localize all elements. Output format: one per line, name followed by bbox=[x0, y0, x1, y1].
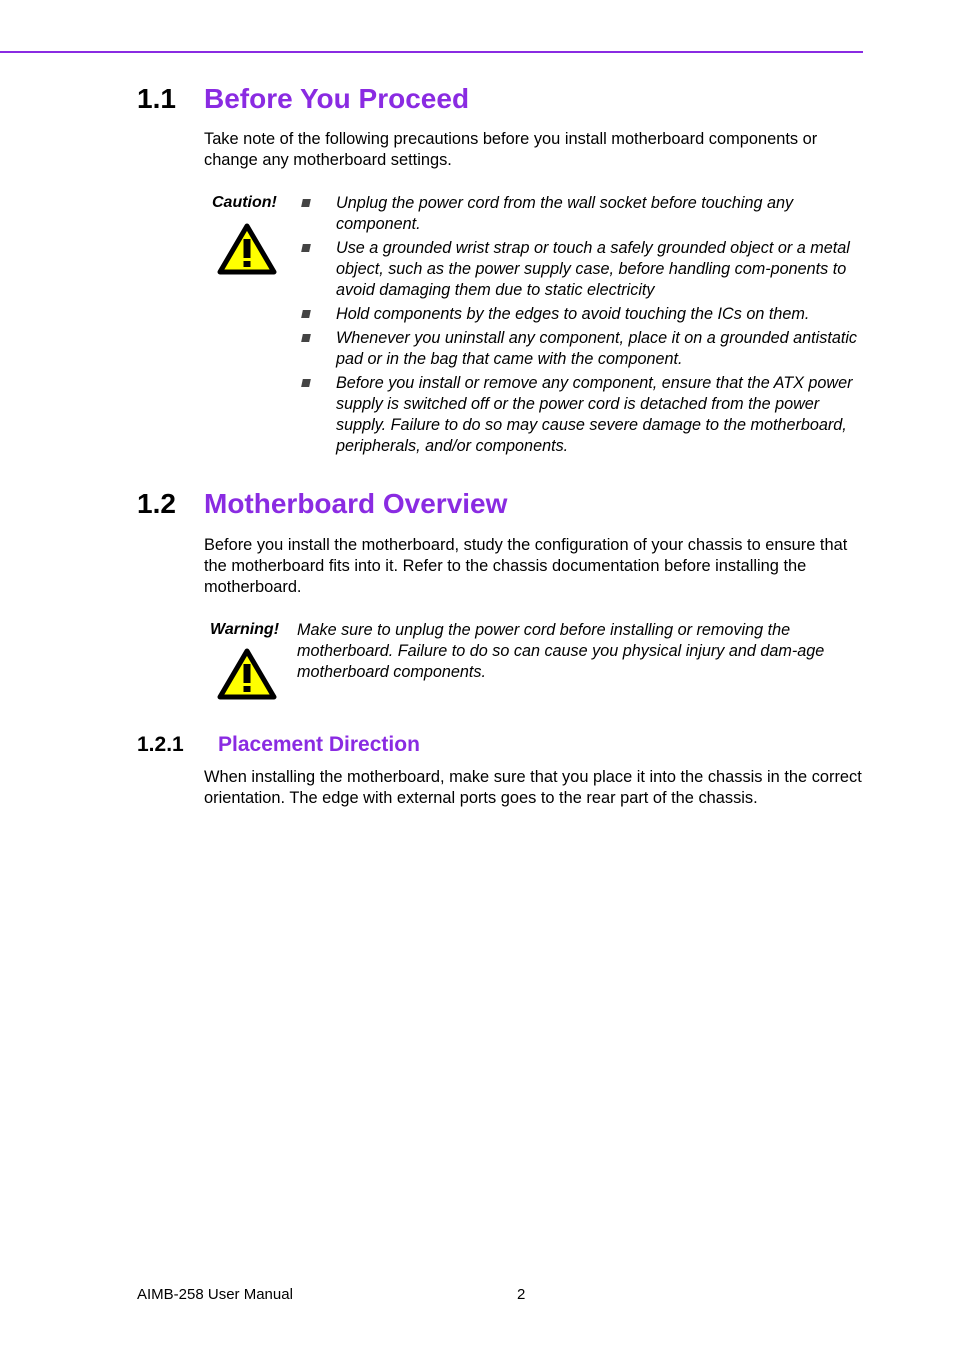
warning-triangle-icon bbox=[217, 223, 277, 275]
bullet-text: Hold components by the edges to avoid touching the ICs on them. bbox=[336, 305, 810, 323]
list-item bbox=[300, 328, 865, 370]
list-item bbox=[300, 373, 865, 457]
subsection-title: Placement Direction bbox=[218, 733, 420, 756]
section-title: Before You Proceed bbox=[204, 83, 470, 114]
section-heading-before-you-proceed bbox=[137, 83, 469, 115]
footer-page-number: 2 bbox=[517, 1286, 526, 1303]
section-intro: Before you install the motherboard, study the configuration of your chassis to ensure that the motherboard fits into it. Refer to the chassis documentation before installing the motherboard. bbox=[204, 536, 848, 596]
list-item bbox=[300, 238, 865, 301]
bullet-text: Unplug the power cord from the wall socket before touching any component. bbox=[336, 194, 794, 233]
square-bullet-icon bbox=[301, 199, 311, 207]
caution-label: Caution! bbox=[212, 194, 277, 211]
caution-list bbox=[300, 193, 865, 460]
bullet-text: Use a grounded wrist strap or touch a safely grounded object or a metal object, such as the power supply case, before handling com-ponents to avoid damaging them due to static electricity bbox=[336, 239, 850, 299]
bullet-text: Before you install or remove any component, ensure that the ATX power supply is switched off or the power cord is detached from the power supply. Failure to do so may cause severe damage to the motherboard, peripherals, and/or components. bbox=[336, 374, 853, 455]
section-title: Motherboard Overview bbox=[204, 488, 508, 519]
warning-label: Warning! bbox=[210, 621, 280, 638]
list-item bbox=[300, 193, 865, 235]
square-bullet-icon bbox=[301, 334, 311, 342]
footer-manual-title: AIMB-258 User Manual bbox=[137, 1286, 293, 1303]
warning-text: Make sure to unplug the power cord before installing or removing the motherboard. Failure to do so can cause you physical injury and dam-age motherboard components. bbox=[297, 621, 825, 681]
warning-triangle-icon bbox=[217, 648, 277, 700]
square-bullet-icon bbox=[301, 310, 311, 318]
section-intro: Take note of the following precautions before you install motherboard components or change any motherboard settings. bbox=[204, 130, 818, 169]
header-rule bbox=[0, 51, 863, 53]
list-item bbox=[300, 304, 865, 325]
subsection-number: 1.2.1 bbox=[137, 733, 184, 756]
square-bullet-icon bbox=[301, 379, 311, 387]
section-number: 1.2 bbox=[137, 488, 176, 519]
section-number: 1.1 bbox=[137, 83, 176, 114]
subsection-text: When installing the motherboard, make sure that you place it into the chassis in the correct orientation. The edge with external ports goes to the rear part of the chassis. bbox=[204, 768, 862, 807]
section-heading-motherboard-overview bbox=[137, 488, 507, 520]
square-bullet-icon bbox=[301, 244, 311, 252]
bullet-text: Whenever you uninstall any component, place it on a grounded antistatic pad or in the bag that came with the component. bbox=[336, 329, 858, 368]
subsection-heading-placement-direction bbox=[137, 733, 420, 757]
